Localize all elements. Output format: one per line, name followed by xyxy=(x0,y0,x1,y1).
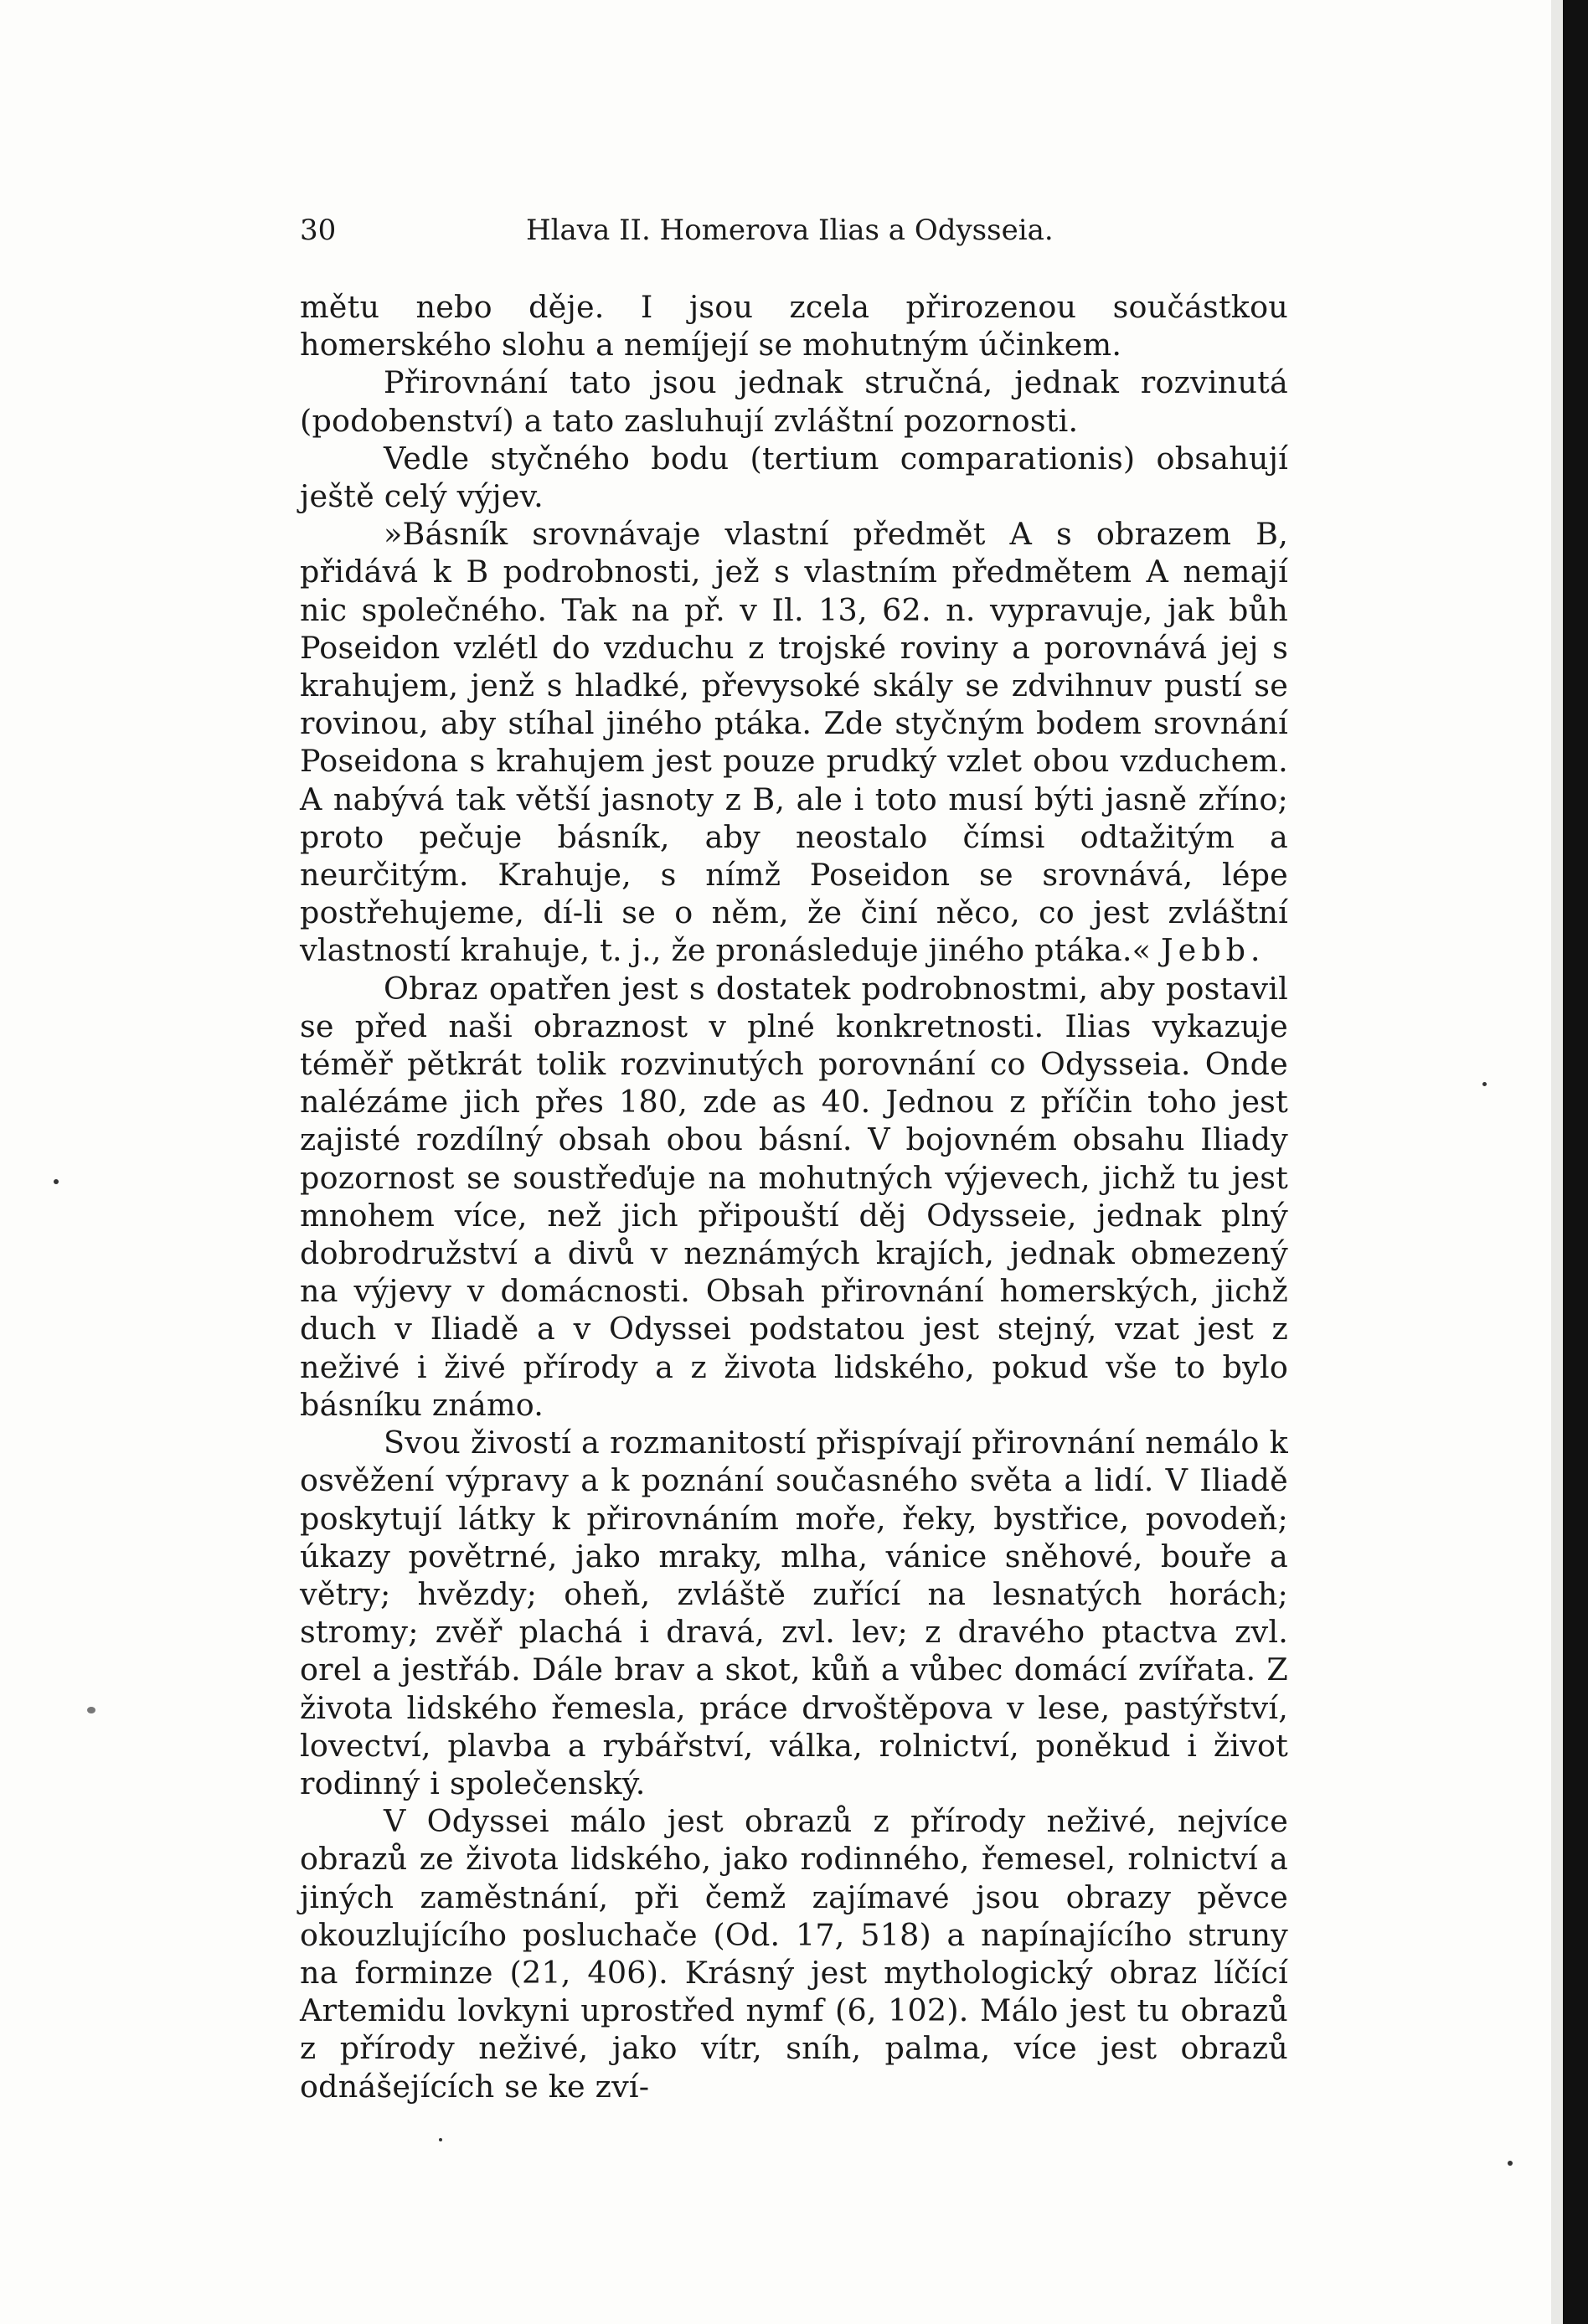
paragraph: V Odyssei málo jest obrazů z přírody neživé, nejvíce obrazů ze života lidského, jako rodinného, řemesel, rolnictví a jiných zaměstnání, při čemž zajímavé jsou obrazy pěvce okouzlujícího posluchače (Od. 17, 518) a napínajícího struny na forminze (21, 406). Krásný jest mythologický obraz líčící Artemidu lovkyni uprostřed nymf (6, 102). Málo jest tu obrazů z přírody neživé, jako vítr, sníh, palma, více jest obrazů odnášejících se ke zví- xyxy=(300,1803,1288,2105)
scan-speck xyxy=(1482,1082,1487,1086)
scan-edge xyxy=(1563,0,1588,2324)
quote-text: »Básník srovnávaje vlastní předmět A s obrazem B, přidává k B podrobnosti, jež s vlastním předmětem A nemají nic společného. Tak na př. v Il. 13, 62. n. vypravuje, jak bůh Poseidon vzlétl do vzduchu z trojské roviny a porovnává jej s krahujem, jenž s hladké, převysoké skály se zdvihnuv pustí se rovinou, aby stíhal jiného ptáka. Zde styčným bodem srovnání Poseidona s krahujem jest pouze prudký vzlet obou vzduchem. A nabývá tak větší jasnoty z B, ale i toto musí býti jasně zříno; proto pečuje básník, aby neostalo čímsi odtažitým a neurčitým. Krahuje, s nímž Poseidon se srovnává, lépe postřehujeme, dí-li se o něm, že činí něco, co jest zvláštní vlastností krahuje, t. j., že pronásleduje jiného ptáka.« xyxy=(300,516,1288,969)
quote-attribution: Jebb. xyxy=(1160,932,1266,969)
scan-speck xyxy=(87,1707,95,1713)
paragraph: Vedle styčného bodu (tertium comparationis) obsahují ještě celý výjev. xyxy=(300,440,1288,515)
scan-speck xyxy=(1508,2161,1513,2166)
scan-edge-shadow xyxy=(1551,0,1563,2324)
scan-speck xyxy=(439,2138,442,2141)
paragraph: Svou živostí a rozmanitostí přispívají přirovnání nemálo k osvěžení výpravy a k poznání současného světa a lidí. V Iliadě poskytují látky k přirovnáním moře, řeky, bystřice, povodeň; úkazy povětrné, jako mraky, mlha, vánice sněhové, bouře a větry; hvězdy; oheň, zvláště zuřící na lesnatých horách; stromy; zvěř plachá i dravá, zvl. lev; z dravého ptactva zvl. orel a jestřáb. Dále brav a skot, kůň a vůbec domácí zvířata. Z života lidského řemesla, práce drvoštěpova v lese, pastýřství, lovectví, plavba a rybářství, válka, rolnictví, poněkud i život rodinný i společenský. xyxy=(300,1425,1288,1801)
running-title: Hlava II. Homerova Ilias a Odysseia. xyxy=(526,214,1054,247)
running-head xyxy=(300,209,1288,251)
page-number: 30 xyxy=(300,214,337,247)
paragraph: Obraz opatřen jest s dostatek podrobnostmi, aby postavil se před naši obraznost v plné konkretnosti. Ilias vykazuje téměř pětkrát tolik rozvinutých porovnání co Odysseia. Onde nalézáme jich přes 180, zde as 40. Jednou z příčin toho jest zajisté rozdílný obsah obou básní. V bojovném obsahu Iliady pozornost se soustřeďuje na mohutných výjevech, jichž tu jest mnohem více, než jich připouští děj Odysseie, jednak plný dobrodružství a divů v neznámých krajích, jednak obmezený na výjevy v domácnosti. Obsah přirovnání homerských, jichž duch v Iliadě a v Odyssei podstatou jest stejný, vzat jest z neživé i živé přírody a z života lidského, pokud vše to bylo básníku známo. xyxy=(300,970,1288,1423)
scan-speck xyxy=(54,1179,59,1184)
paragraph: Přirovnání tato jsou jednak stručná, jednak rozvinutá (podobenství) a tato zasluhují zvláštní pozornosti. xyxy=(300,364,1288,439)
body-text xyxy=(300,288,1288,2105)
quote-paragraph xyxy=(300,515,1288,969)
paragraph: mětu nebo děje. I jsou zcela přirozenou součástkou homerského slohu a nemíjejí se mohutným účinkem. xyxy=(300,289,1288,363)
